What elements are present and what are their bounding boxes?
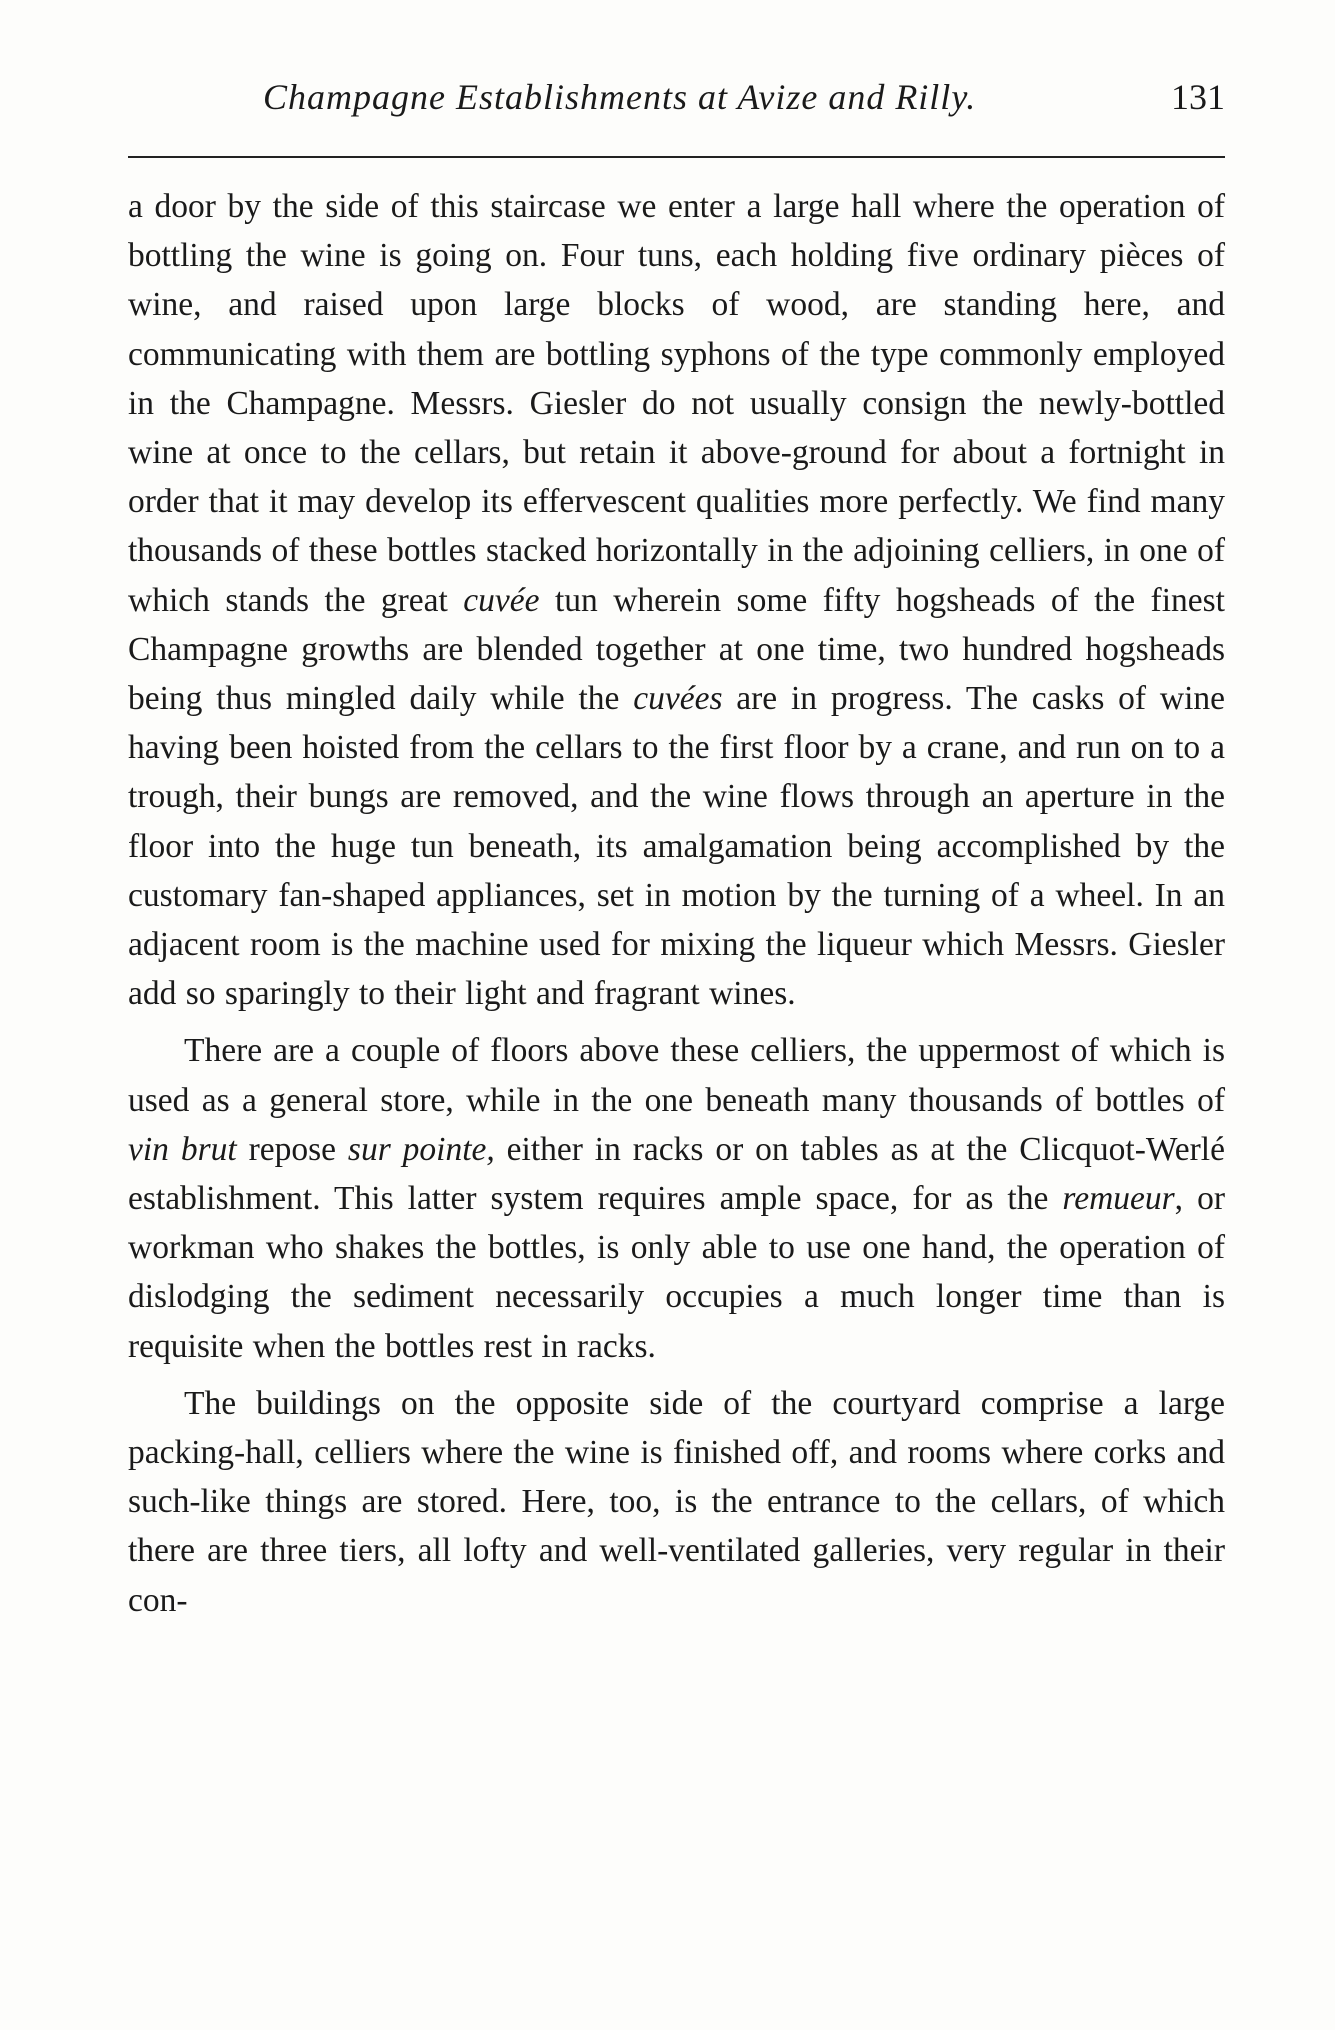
paragraph-2: [128, 1026, 1225, 1370]
paragraph-2-italic-vin-brut: vin brut: [128, 1130, 237, 1168]
paragraph-2-segment-3: repose: [236, 1130, 348, 1168]
body-text: [128, 182, 1225, 1625]
page-number: 131: [1171, 77, 1225, 117]
paragraph-1: [128, 182, 1225, 1018]
paragraph-1-segment-1: a door by the side of this staircase we enter a large hall where the operation of bottling the wine is going on. Four tuns, each holding five ordinary pièces of wine, and raised upon large blocks of wood, are standing here, and communicating with them are bottling syphons of the type commonly employed in the Champagne. Messrs. Giesler do not usually consign the newly-bottled wine at once to the cellars, but retain it above-ground for about a fortnight in order that it may develop its effervescent qualities more perfectly. We find many thousands of these bottles stacked horizontally in the adjoining celliers, in one of which stands the great: [128, 188, 1225, 619]
paragraph-1-segment-3: tun wherein some fifty hogsheads of the finest Champagne growths are blended together at one time, two hundred hogsheads being thus mingled daily while the: [128, 581, 1225, 718]
paragraph-1-italic-cuvee: cuvée: [463, 581, 540, 619]
paragraph-1-italic-cuvees: cuvées: [633, 680, 723, 718]
paragraph-2-segment-1: There are a couple of floors above these celliers, the uppermost of which is used as a general store, while in the one beneath many thousands of bottles of: [128, 1032, 1225, 1119]
paragraph-3: [128, 1379, 1225, 1625]
running-title: Champagne Establishments at Avize and Rilly.: [263, 77, 977, 117]
paragraph-2-italic-remueur: remueur: [1062, 1180, 1175, 1218]
paragraph-1-segment-5: are in progress. The casks of wine having been hoisted from the cellars to the first floor by a crane, and run on to a trough, their bungs are removed, and the wine flows through an aperture in the floor into the huge tun beneath, its amalgamation being accomplished by the customary fan-shaped appliances, set in motion by the turning of a wheel. In an adjacent room is the machine used for mixing the liqueur which Messrs. Giesler add so sparingly to their light and fragrant wines.: [128, 680, 1225, 1013]
paragraph-3-segment-1: The buildings on the opposite side of the courtyard comprise a large packing-hall, celliers where the wine is finished off, and rooms where corks and such-like things are stored. Here, too, is the entrance to the cellars, of which there are three tiers, all lofty and well-ventilated galleries, very regular in their con-: [128, 1384, 1225, 1619]
paragraph-2-segment-7: , or workman who shakes the bottles, is only able to use one hand, the operation of dislodging the sediment necessarily occupies a much longer time than is requisite when the bottles rest in racks.: [128, 1180, 1226, 1365]
header-rule: [128, 156, 1225, 158]
book-page: [128, 70, 1226, 1619]
paragraph-2-segment-5: either in racks or on tables as at the Clicquot-Werlé establishment. This latter system requires ample space, for as the: [128, 1130, 1225, 1218]
running-head: [128, 70, 1225, 130]
paragraph-2-italic-sur-pointe: sur pointe,: [347, 1130, 495, 1168]
